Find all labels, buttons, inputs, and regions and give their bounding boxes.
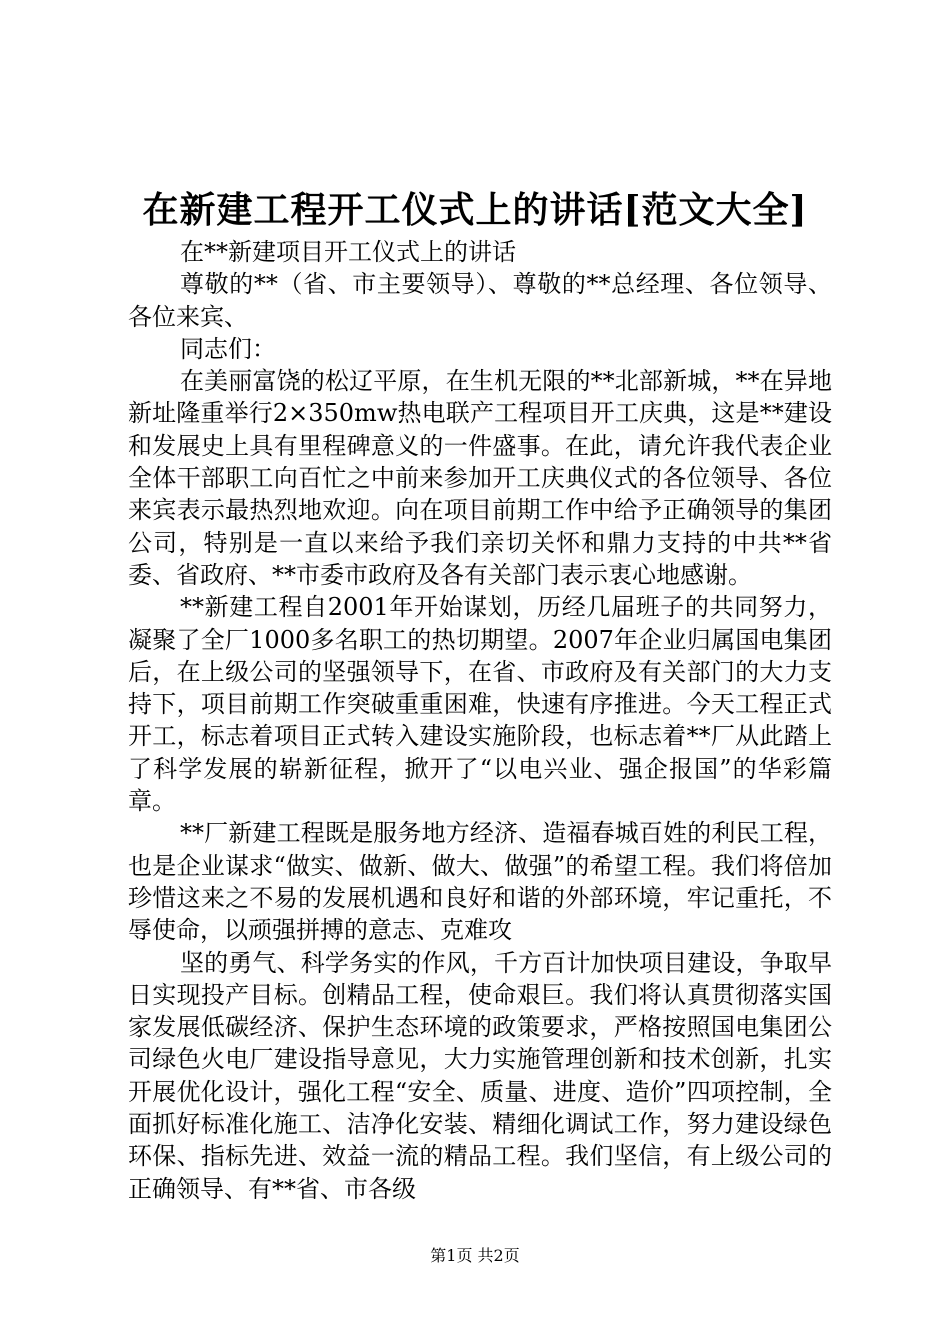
document-title: 在新建工程开工仪式上的讲话[范文大全]	[142, 189, 808, 231]
paragraph-history: **新建工程自2001年开始谋划，历经几届班子的共同努力，凝聚了全厂1000多名职工的热切期望。2007年企业归属国电集团后，在上级公司的坚强领导下，在省、市政府及有关部门的大力支持下，项目前期工作突破重重困难，快速有序推进。今天工程正式开工，标志着项目正式转入建设实施阶段，也标志着**厂从此踏上了科学发展的崭新征程，掀开了“以电兴业、强企报国”的华彩篇章。	[128, 593, 832, 816]
paragraph-purpose: **厂新建工程既是服务地方经济、造福春城百姓的利民工程，也是企业谋求“做实、做新、做大、做强”的希望工程。我们将倍加珍惜这来之不易的发展机遇和良好和谐的外部环境，牢记重托，不辱使命，以顽强拼搏的意志、克难攻	[128, 819, 832, 945]
document-body	[128, 236, 832, 1205]
paragraph-comrades: 同志们：	[180, 334, 276, 363]
paragraph-commitment: 坚的勇气、科学务实的作风，千方百计加快项目建设，争取早日实现投产目标。创精品工程，使命艰巨。我们将认真贯彻落实国家发展低碳经济、保护生态环境的政策要求，严格按照国电集团公司绿色火电厂建设指导意见，大力实施管理创新和技术创新，扎实开展优化设计，强化工程“安全、质量、进度、造价”四项控制，全面抓好标准化施工、洁净化安装、精细化调试工作，努力建设绿色环保、指标先进、效益一流的精品工程。我们坚信，有上级公司的正确领导、有**省、市各级	[128, 948, 832, 1203]
paragraph-opening: 在美丽富饶的松辽平原，在生机无限的**北部新城，**在异地新址隆重举行2×350mw热电联产工程项目开工庆典，这是**建设和发展史上具有里程碑意义的一件盛事。在此，请允许我代表企业全体干部职工向百忙之中前来参加开工庆典仪式的各位领导、各位来宾表示最热烈地欢迎。向在项目前期工作中给予正确领导的集团公司，特别是一直以来给予我们亲切关怀和鼎力支持的中共**省委、省政府、**市委市政府及各有关部门表示衷心地感谢。	[128, 367, 832, 589]
paragraph-heading: 在**新建项目开工仪式上的讲话	[180, 238, 516, 266]
page-footer: 第1页 共2页	[430, 1246, 520, 1265]
paragraph-salutation: 尊敬的**（省、市主要领导）、尊敬的**总经理、各位领导、各位来宾、	[128, 270, 832, 331]
